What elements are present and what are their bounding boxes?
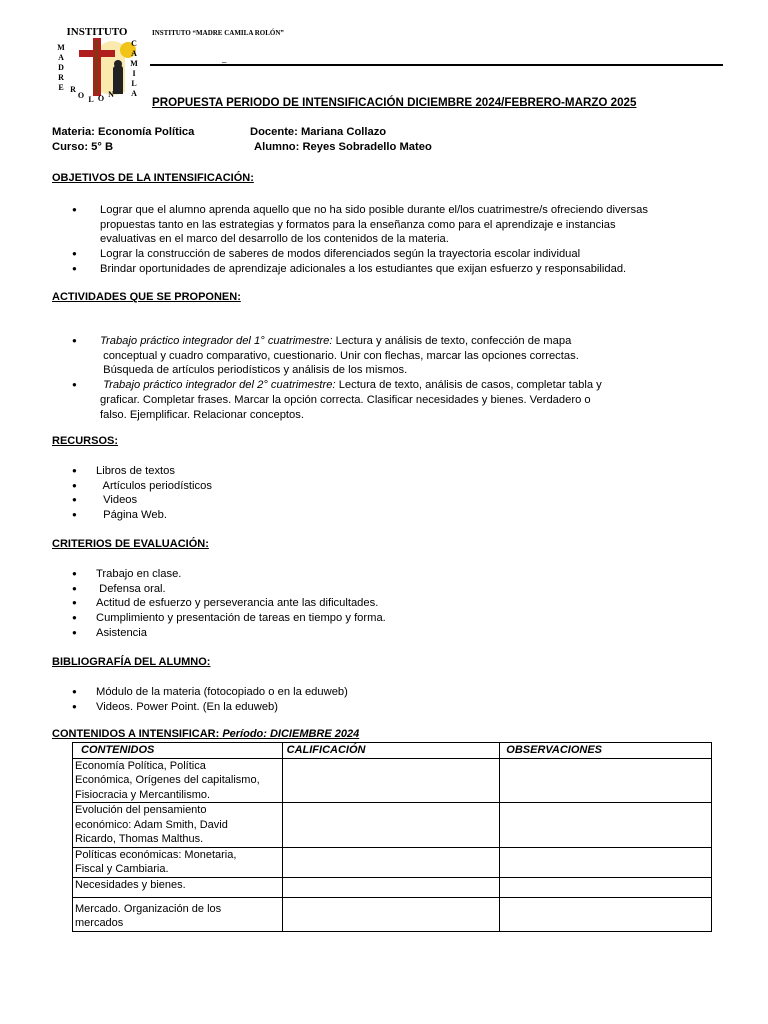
cell-line: Evolución del pensamiento <box>75 804 207 816</box>
actividades-heading: ACTIVIDADES QUE SE PROPONEN: <box>52 291 241 303</box>
header-divider <box>150 64 723 66</box>
logo-letter: L <box>131 79 137 88</box>
objetivos-heading: OBJETIVOS DE LA INTENSIFICACIÓN: <box>52 172 254 184</box>
institution-name: INSTITUTO “MADRE CAMILA ROLÓN” <box>152 29 284 37</box>
observaciones-cell[interactable] <box>500 803 712 848</box>
column-header: OBSERVACIONES <box>500 743 712 759</box>
objetivo-line: ● Brindar oportunidades de aprendizaje adicionales a los estudiantes que exijan esfuerzo y responsabilidad. <box>100 262 627 275</box>
list-item <box>72 247 648 262</box>
bibliografia-heading: BIBLIOGRAFÍA DEL ALUMNO: <box>52 656 211 668</box>
list-item: ● Trabajo en clase. <box>72 567 386 582</box>
cell-line: mercados <box>75 917 124 929</box>
logo-letter: M <box>130 59 138 68</box>
logo-letter: A <box>131 89 137 98</box>
cell-line: Mercado. Organización de los <box>75 902 222 915</box>
contenidos-period: Período: DICIEMBRE 2024 <box>222 728 360 740</box>
table-row <box>73 847 712 877</box>
cell-line: Fiscal y Cambiaria. <box>75 863 169 875</box>
list-item: ● Videos. Power Point. (En la eduweb) <box>72 700 348 715</box>
logo-letter: M <box>57 43 65 52</box>
contenido-cell <box>73 803 283 848</box>
cell-line: Fisiocracia y Mercantilismo. <box>75 788 211 801</box>
bibliografia-list <box>72 685 348 714</box>
contenidos-table <box>72 742 712 932</box>
observaciones-cell[interactable] <box>500 847 712 877</box>
alumno-label: Alumno: Reyes Sobradello Mateo <box>254 141 432 153</box>
objetivo-line: evaluativas en el marco del desarrollo de los contenidos de la materia. <box>100 233 449 246</box>
list-item: ● Libros de textos <box>72 464 212 479</box>
contenidos-heading-text: CONTENIDOS A INTENSIFICAR: <box>52 728 220 740</box>
actividad-line: conceptual y cuadro comparativo, cuestionario. Unir con flechas, marcar las opciones correctas. <box>100 349 579 362</box>
logo-letter: R <box>70 85 76 94</box>
list-item: ● Defensa oral. <box>72 582 386 597</box>
logo-letter: O <box>77 91 85 100</box>
list-item: ● Actitud de esfuerzo y perseverancia ante las dificultades. <box>72 596 386 611</box>
list-item: ● Página Web. <box>72 508 212 523</box>
document-title: PROPUESTA PERIODO DE INTENSIFICACIÓN DICIEMBRE 2024/FEBRERO-MARZO 2025 <box>152 96 637 109</box>
cell-line: Económica, Orígenes del capitalismo, <box>75 774 260 786</box>
actividad-title: Trabajo práctico integrador del 1° cuatrimestre: <box>100 335 333 347</box>
table-header-row <box>73 743 712 759</box>
contenido-cell <box>73 847 283 877</box>
list-item: ● Módulo de la materia (fotocopiado o en la eduweb) <box>72 685 348 700</box>
logo-letter: D <box>58 63 64 72</box>
table-row <box>73 897 712 931</box>
calificacion-cell[interactable] <box>282 803 500 848</box>
logo-letter: E <box>58 83 64 92</box>
logo-letter: R <box>58 73 64 82</box>
objetivo-line: ● Lograr la construcción de saberes de modos diferenciados según la trayectoria escolar individual <box>100 248 581 261</box>
table-row <box>73 803 712 848</box>
cell-line: Economía Política, Política <box>75 759 206 772</box>
actividad-line: graficar. Completar frases. Marcar la opción correcta. Clasificar necesidades y bienes. Verdadero o <box>100 393 591 406</box>
table-row <box>73 758 712 803</box>
actividades-list <box>72 334 602 422</box>
logo-letter: O <box>97 94 105 103</box>
curso-label: Curso: 5° B <box>52 141 114 153</box>
list-item: ● Asistencia <box>72 626 386 641</box>
actividad-line: falso. Ejemplificar. Relacionar conceptos. <box>100 408 304 421</box>
calificacion-cell[interactable] <box>282 758 500 803</box>
contenido-cell <box>73 897 283 931</box>
objetivo-line: propuestas tanto en las estrategias y formatos para la enseñanza como para el aprendizaje e instancias <box>100 218 616 231</box>
materia-label: Materia: Economía Política <box>52 126 195 138</box>
actividad-title: Trabajo práctico integrador del 2° cuatrimestre: <box>100 379 336 392</box>
calificacion-cell[interactable] <box>282 847 500 877</box>
actividad-line: Lectura y análisis de texto, confección de mapa <box>332 335 572 347</box>
logo-letter: N <box>108 90 114 99</box>
cell-line: Políticas económicas: Monetaria, <box>75 848 237 861</box>
list-item <box>72 203 648 247</box>
observaciones-cell[interactable] <box>500 897 712 931</box>
logo-letter: I <box>132 69 136 78</box>
list-item <box>72 262 648 277</box>
actividad-line: Búsqueda de artículos periodísticos y análisis de los mismos. <box>100 364 408 377</box>
logo-letter: A <box>131 49 137 58</box>
header-dash: _ <box>222 54 227 63</box>
list-item: ● Cumplimiento y presentación de tareas en tiempo y forma. <box>72 611 386 626</box>
recursos-list <box>72 464 212 523</box>
cell-line: económico: Adam Smith, David <box>75 818 228 831</box>
contenido-cell <box>73 877 283 897</box>
actividad-line: Lectura de texto, análisis de casos, completar tabla y <box>335 379 602 392</box>
logo-letter: C <box>131 39 137 48</box>
cell-line: Necesidades y bienes. <box>75 878 186 891</box>
logo-top-text: INSTITUTO <box>66 26 128 38</box>
column-header: CONTENIDOS <box>73 743 283 759</box>
observaciones-cell[interactable] <box>500 758 712 803</box>
logo-letter: A <box>58 53 64 62</box>
contenidos-heading <box>52 728 359 740</box>
criterios-list <box>72 567 386 641</box>
calificacion-cell[interactable] <box>282 897 500 931</box>
criterios-heading: CRITERIOS DE EVALUACIÓN: <box>52 538 209 550</box>
list-item <box>72 334 602 378</box>
recursos-heading: RECURSOS: <box>52 435 119 447</box>
calificacion-cell[interactable] <box>282 877 500 897</box>
objetivo-line: ● Lograr que el alumno aprenda aquello que no ha sido posible durante el/los cuatrimestre/s ofreciendo diversas <box>100 204 648 216</box>
observaciones-cell[interactable] <box>500 877 712 897</box>
list-item <box>72 378 602 422</box>
cell-line: Ricardo, Thomas Malthus. <box>75 833 204 845</box>
school-logo <box>55 24 140 106</box>
objetivos-list <box>72 203 648 277</box>
list-item: ● Artículos periodísticos <box>72 479 212 494</box>
table-row <box>73 877 712 897</box>
column-header: CALIFICACIÓN <box>282 743 500 759</box>
logo-letter: L <box>88 95 94 104</box>
contenido-cell <box>73 758 283 803</box>
docente-label: Docente: Mariana Collazo <box>250 126 387 138</box>
list-item: ● Videos <box>72 493 212 508</box>
